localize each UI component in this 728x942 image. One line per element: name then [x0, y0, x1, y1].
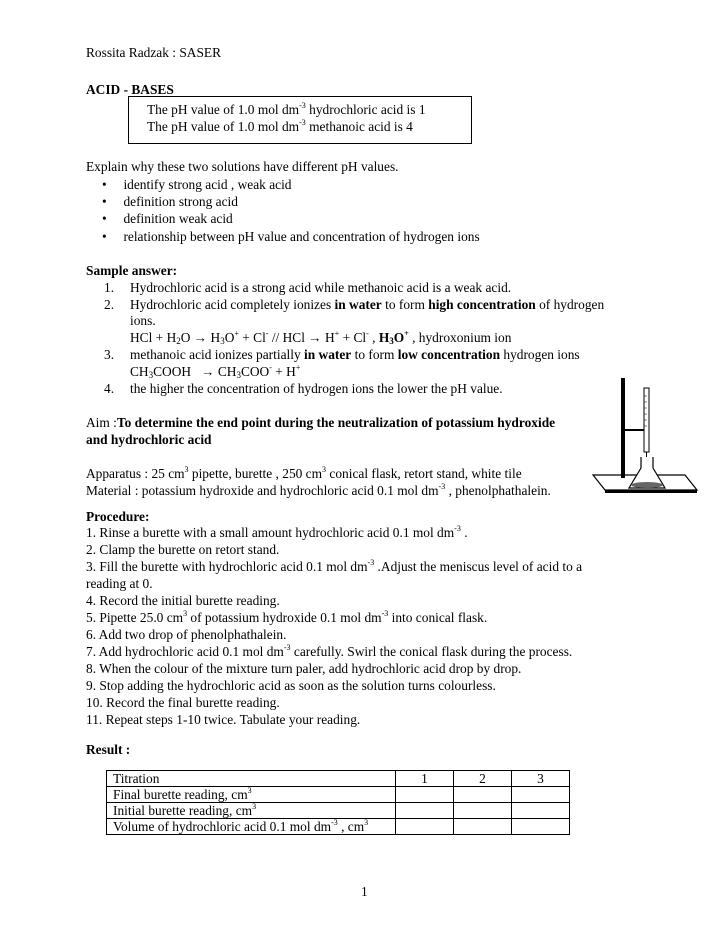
- procedure-step: 8. When the colour of the mixture turn paler, add hydrochloric acid drop by drop.: [86, 661, 522, 676]
- arrow-icon: →: [193, 330, 208, 345]
- aim-line-1: Aim :To determine the end point during the neutralization of potassium hydroxide: [86, 415, 556, 430]
- sample-heading: Sample answer:: [86, 263, 178, 278]
- retort-base-edge: [605, 490, 697, 493]
- procedure-step: reading at 0.: [86, 576, 153, 591]
- table-cell[interactable]: [396, 787, 454, 803]
- bullet-item: • identify strong acid , weak acid: [102, 177, 292, 192]
- procedure-step: 10. Record the final burette reading.: [86, 695, 280, 710]
- row-label: Initial burette reading, $cm^3$: [107, 803, 396, 819]
- procedure-step: 3. Fill the burette with hydrochloric acid 0.1 mol $dm^{-3}$ .Adjust the meniscus level of acid to a: [86, 558, 583, 574]
- procedure-step: 5. Pipette 25.0 $cm^3$ of potassium hydroxide 0.1 mol $dm^{-3}$ into conical flask.: [86, 609, 488, 625]
- table-row: [107, 819, 570, 835]
- table-header: 2: [454, 771, 512, 787]
- result-heading: Result :: [86, 742, 131, 757]
- table-cell[interactable]: [454, 787, 512, 803]
- sample-item-1: Hydrochloric acid is a strong acid while methanoic acid is a weak acid.: [130, 280, 512, 295]
- row-label: Final burette reading, $cm^3$: [107, 787, 396, 803]
- sample-num: 1.: [104, 280, 115, 295]
- table-cell[interactable]: [512, 787, 570, 803]
- table-cell[interactable]: [454, 819, 512, 835]
- bullet-item: • definition weak acid: [102, 211, 233, 226]
- table-cell[interactable]: [512, 819, 570, 835]
- procedure-heading: Procedure:: [86, 509, 150, 524]
- titration-apparatus-illustration: [585, 372, 700, 500]
- table-cell[interactable]: [512, 803, 570, 819]
- sample-item-3: methanoic acid ionizes partially in water to form low concentration hydrogen ions: [130, 347, 580, 362]
- question: Explain why these two solutions have different pH values.: [86, 159, 399, 174]
- table-row: [107, 787, 570, 803]
- flask-solution: [631, 482, 663, 488]
- procedure-step: 7. Add hydrochloric acid 0.1 mol $dm^{-3}$ carefully. Swirl the conical flask during the process.: [86, 643, 573, 659]
- procedure-step: 4. Record the initial burette reading.: [86, 593, 280, 608]
- info-line-2: The pH value of 1.0 mol $dm^{-3}$ methanoic acid is 4: [147, 118, 413, 134]
- table-cell[interactable]: [454, 803, 512, 819]
- page-header: Rossita Radzak : SASER: [86, 45, 222, 60]
- table-cell[interactable]: [396, 819, 454, 835]
- info-line-1: The pH value of 1.0 mol $dm^{-3}$ hydrochloric acid is 1: [147, 101, 426, 117]
- row-label: Volume of hydrochloric acid 0.1 mol $dm^{-3}$ , $cm^3$: [107, 819, 396, 835]
- table-row: [107, 771, 570, 787]
- procedure-step: 9. Stop adding the hydrochloric acid as soon as the solution turns colourless.: [86, 678, 496, 693]
- page-number: 1: [361, 884, 368, 899]
- sample-item-2-cont: ions.: [130, 313, 156, 328]
- sample-num: 2.: [104, 297, 115, 312]
- sample-item-4: the higher the concentration of hydrogen ions the lower the pH value.: [130, 381, 503, 396]
- sample-num: 3.: [104, 347, 115, 362]
- procedure-step: 2. Clamp the burette on retort stand.: [86, 542, 280, 557]
- page-title: ACID - BASES: [86, 82, 174, 97]
- procedure-step: 6. Add two drop of phenolphathalein.: [86, 627, 287, 642]
- table-row: [107, 803, 570, 819]
- retort-rod: [621, 378, 625, 478]
- table-cell[interactable]: [396, 803, 454, 819]
- bullet-item: • definition strong acid: [102, 194, 238, 209]
- bullet-item: • relationship between pH value and concentration of hydrogen ions: [102, 229, 480, 244]
- arrow-icon: →: [308, 330, 322, 345]
- table-header: 3: [512, 771, 570, 787]
- table-header: 1: [396, 771, 454, 787]
- sample-num: 4.: [104, 381, 115, 396]
- results-table: [106, 770, 570, 835]
- equation-2: $CH_3COOH \to CH_3COO^- + H^+$: [130, 363, 301, 380]
- procedure-step: 1. Rinse a burette with a small amount hydrochloric acid 0.1 mol $dm^{-3}$ .: [86, 524, 468, 540]
- table-header: Titration: [107, 771, 396, 787]
- aim-line-2: and hydrochloric acid: [86, 432, 212, 447]
- procedure-step: 11. Repeat steps 1-10 twice. Tabulate your reading.: [86, 712, 361, 727]
- equation-1: HCl + $H_2O \to H_3O^+ + Cl^-$ // HCl → H+ + Cl- , $H_3O^+$ , hydroxonium ion: [130, 329, 512, 346]
- sample-item-2: Hydrochloric acid completely ionizes in water to form high concentration of hydrogen: [130, 297, 605, 312]
- arrow-icon: →: [201, 364, 215, 379]
- material: Material : potassium hydroxide and hydrochloric acid 0.1 mol $dm^{-3}$ , phenolphathalein.: [86, 482, 551, 498]
- apparatus: Apparatus : 25 $cm^3$ pipette, burette , 250 $cm^3$ conical flask, retort stand, white tile: [86, 465, 522, 481]
